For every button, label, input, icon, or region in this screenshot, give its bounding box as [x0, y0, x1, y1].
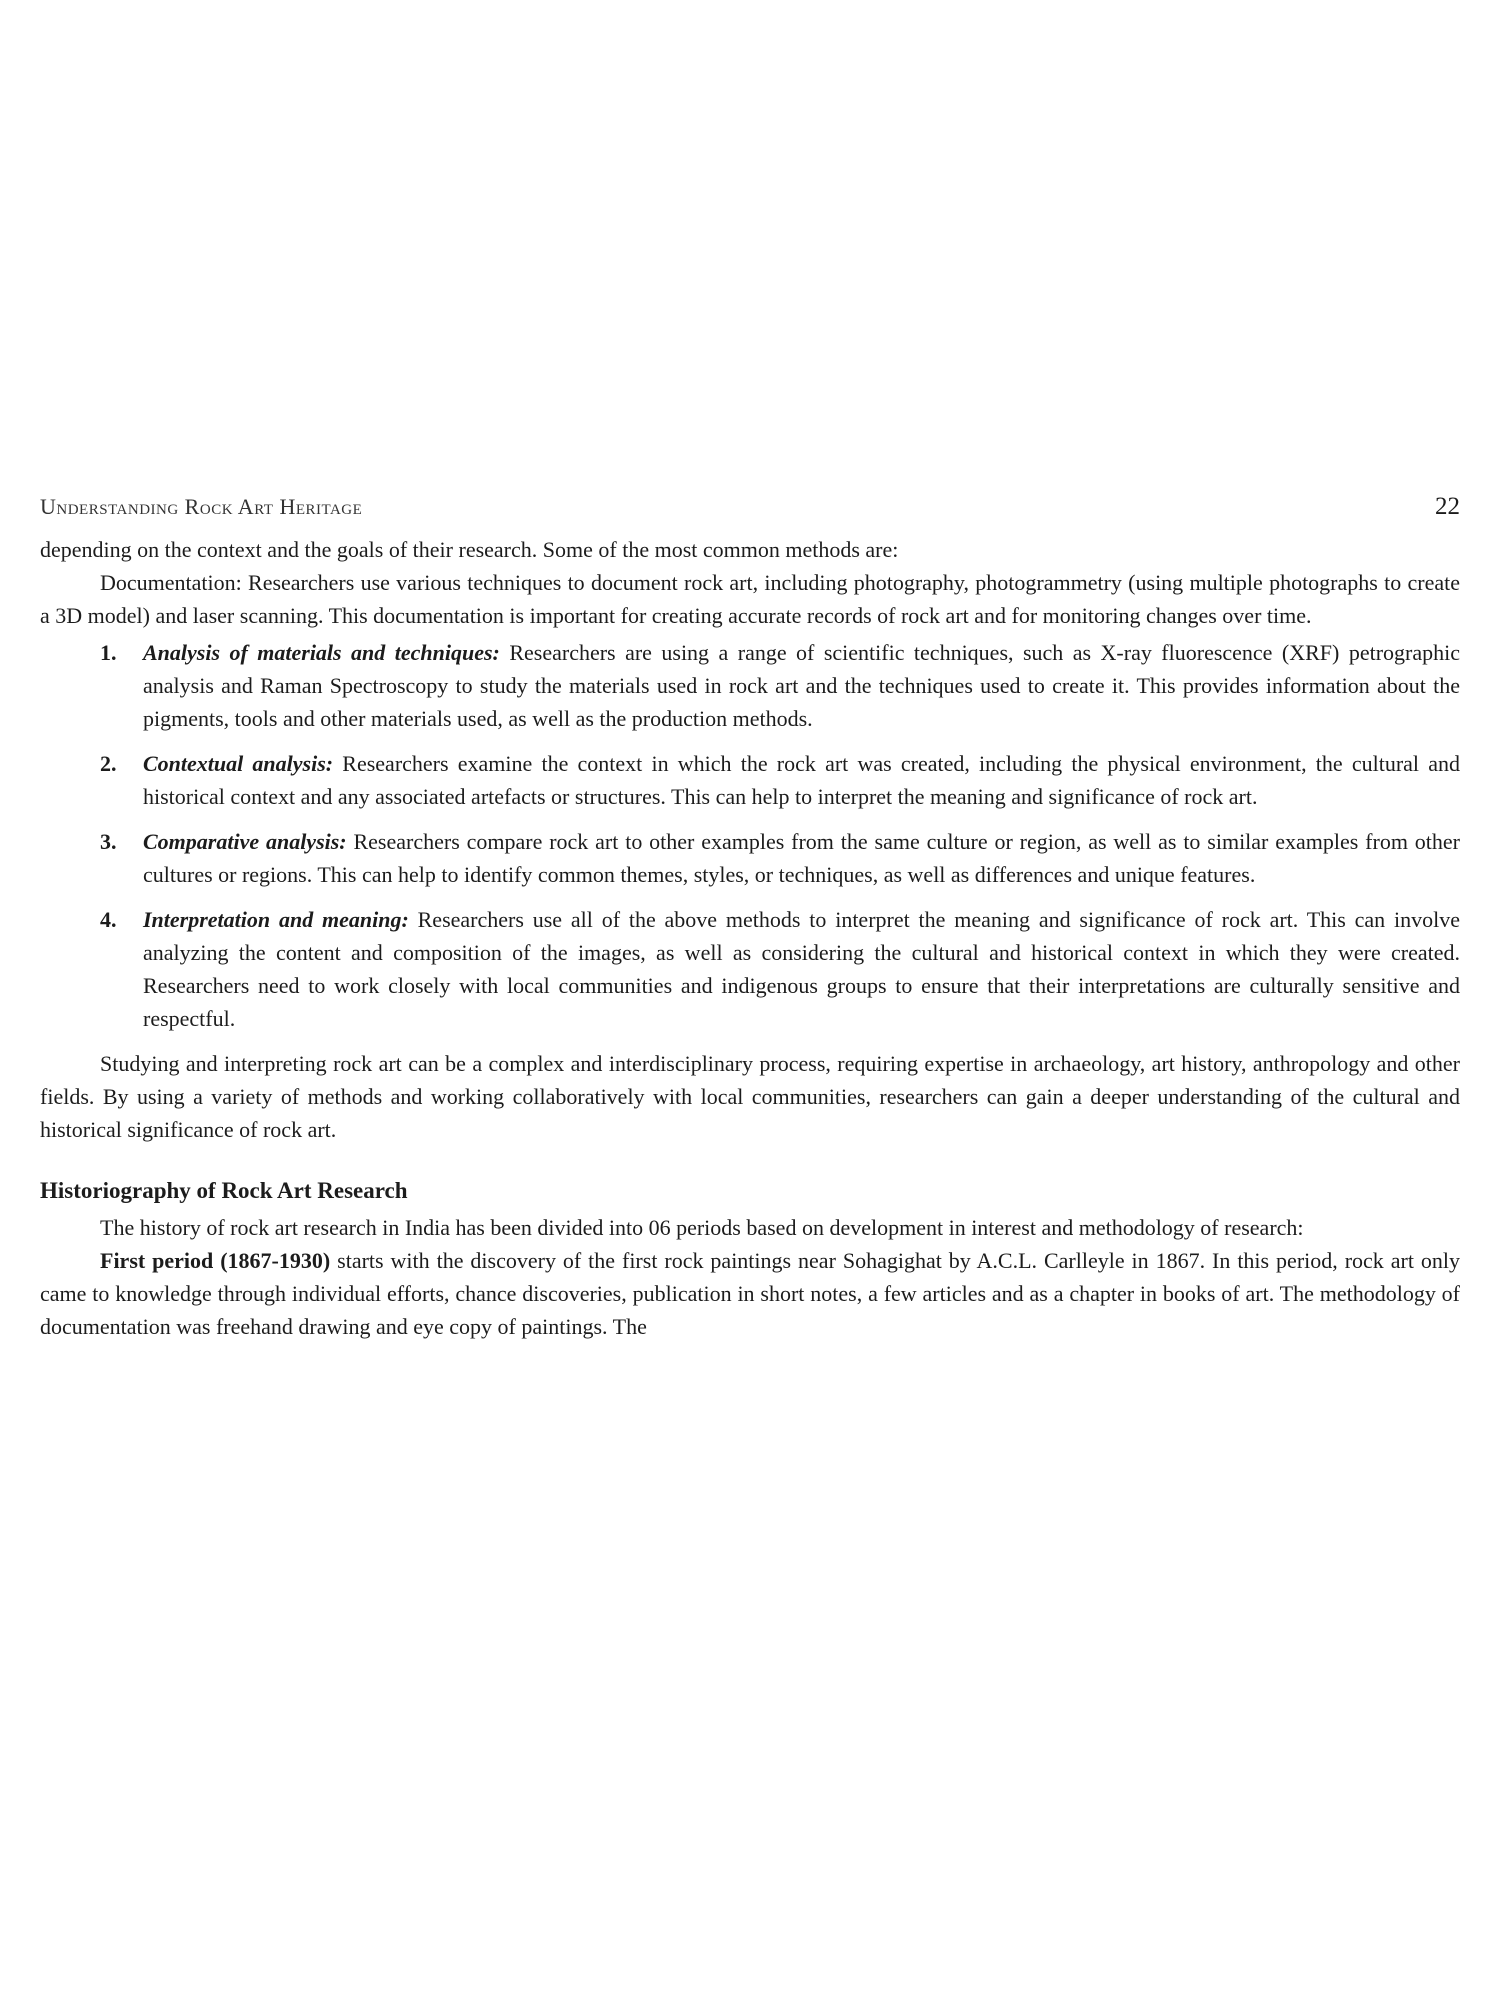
- list-item-number: 3.: [100, 829, 117, 854]
- methods-list: [40, 636, 1460, 1035]
- list-item-text: Researchers are using a range of scientific techniques, such as X-ray fluorescence (XRF) petrographic analysis and Raman Spectroscopy to study the materials used in rock art and the techniques used to create it. This provides information about the pigments, tools and other materials used, as well as the production methods.: [143, 640, 1460, 731]
- list-item-text: Researchers compare rock art to other examples from the same culture or region, as well as to similar examples from other cultures or regions. This can help to identify common themes, styles, or techniques, as well as differences and unique features.: [143, 829, 1460, 887]
- list-item-term: Interpretation and meaning:: [143, 907, 409, 932]
- summary-paragraph: Studying and interpreting rock art can be a complex and interdisciplinary process, requiring expertise in archaeology, art history, anthropology and other fields. By using a variety of methods and working collaboratively with local communities, researchers can gain a deeper understanding of the cultural and historical significance of rock art.: [40, 1051, 1460, 1142]
- list-item: [40, 825, 1460, 891]
- running-title: Understanding Rock Art Heritage: [40, 494, 363, 519]
- list-item: [40, 636, 1460, 735]
- list-item: [40, 903, 1460, 1035]
- list-item: [40, 747, 1460, 813]
- first-period-text: starts with the discovery of the first rock paintings near Sohagighat by A.C.L. Carlleyle in 1867. In this period, rock art only came to knowledge through individual efforts, chance discoveries, publication in short notes, a few articles and as a chapter in books of art. The methodology of documentation was freehand drawing and eye copy of paintings. The: [40, 1248, 1461, 1339]
- section-heading: Historiography of Rock Art Research: [40, 1178, 408, 1203]
- first-period-paragraph: [40, 1244, 1460, 1343]
- list-item-number: 4.: [100, 907, 117, 932]
- list-item-text: Researchers examine the context in which the rock art was created, including the physical environment, the cultural and historical context and any associated artefacts or structures. This can help to interpret the meaning and significance of rock art.: [143, 751, 1460, 809]
- documentation-paragraph: Documentation: Researchers use various techniques to document rock art, including photography, photogrammetry (using multiple photographs to create a 3D model) and laser scanning. This documentation is important for creating accurate records of rock art and for monitoring changes over time.: [40, 570, 1460, 628]
- running-header: [40, 490, 1460, 523]
- section-intro-paragraph: The history of rock art research in India has been divided into 06 periods based on development in interest and methodology of research:: [100, 1215, 1304, 1240]
- list-item-term: Contextual analysis:: [143, 751, 334, 776]
- book-page: [40, 490, 1460, 1343]
- list-item-number: 1.: [100, 640, 117, 665]
- list-item-text: Researchers use all of the above methods to interpret the meaning and significance of rock art. This can involve analyzing the content and composition of the images, as well as considering the cultural and historical context in which they were created. Researchers need to work closely with local communities and indigenous groups to ensure that their interpretations are culturally sensitive and respectful.: [143, 907, 1460, 1031]
- list-item-term: Comparative analysis:: [143, 829, 347, 854]
- first-period-label: First period (1867-1930): [100, 1248, 331, 1273]
- page-number: 22: [1435, 493, 1460, 520]
- continuation-paragraph: depending on the context and the goals of their research. Some of the most common methods are:: [40, 537, 899, 562]
- list-item-number: 2.: [100, 751, 117, 776]
- list-item-term: Analysis of materials and techniques:: [143, 640, 500, 665]
